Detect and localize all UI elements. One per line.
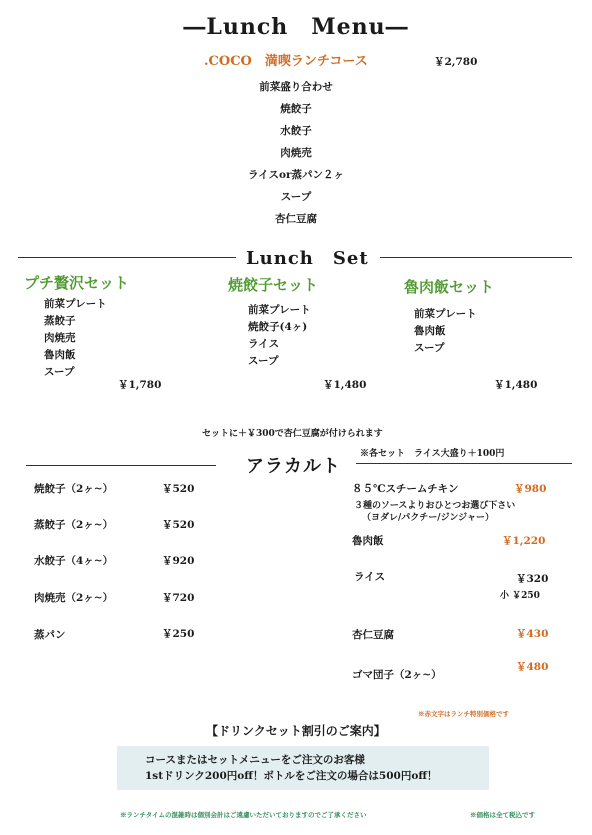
drink-banner xyxy=(117,746,489,790)
divider xyxy=(26,465,216,466)
alacarte-item-price: ￥520 xyxy=(162,519,195,531)
drink-title: 【ドリンクセット割引のご案内】 xyxy=(206,724,386,738)
alacarte-item-name: 焼餃子（2ヶ~） xyxy=(34,483,114,495)
alacarte-item-price: ￥250 xyxy=(162,628,195,640)
set-item: ライス xyxy=(248,338,280,350)
set-item: 焼餃子(4ヶ) xyxy=(248,321,308,333)
tofu-addon-note: セットに＋￥300で杏仁豆腐が付けられます xyxy=(202,429,383,439)
rice-price: ￥320 xyxy=(516,573,549,585)
drink-line-2: 1stドリンク200円off！ボトルをご注文の場合は500円off！ xyxy=(145,770,438,782)
course-item: スープ xyxy=(280,191,312,203)
course-item: 焼餃子 xyxy=(280,103,312,115)
drink-line-1: コースまたはセットメニューをご注文のお客様 xyxy=(145,754,365,766)
set-price-petit: ￥1,780 xyxy=(118,379,162,391)
rice-name: ライス xyxy=(354,571,386,583)
alacarte-item-name: 水餃子（4ヶ~） xyxy=(34,555,114,567)
course-item: ライスor蒸パン２ヶ xyxy=(247,169,345,181)
tofu-name: 杏仁豆腐 xyxy=(352,629,394,641)
set-item: スープ xyxy=(44,366,75,378)
set-item: 前菜プレート xyxy=(248,304,311,316)
lurou-name: 魯肉飯 xyxy=(352,535,384,547)
set-items-petit xyxy=(44,296,107,381)
course-item: 杏仁豆腐 xyxy=(275,213,317,225)
set-item: スープ xyxy=(414,342,445,354)
sesame-name: ゴマ団子（2ヶ~） xyxy=(352,669,442,681)
red-price-note: ※赤文字はランチ特別価格です xyxy=(418,710,509,718)
lunch-set-title: Lunch Set xyxy=(246,248,369,269)
chicken-name: ８５℃スチームチキン xyxy=(352,483,459,495)
sesame-price: ￥480 xyxy=(516,661,549,673)
divider xyxy=(356,463,572,464)
lurou-price: ￥1,220 xyxy=(502,535,546,547)
tofu-price: ￥430 xyxy=(516,628,549,640)
course-price: ￥2,780 xyxy=(434,56,478,68)
divider xyxy=(18,257,236,258)
course-items xyxy=(0,76,592,230)
set-item: 魯肉飯 xyxy=(414,325,446,337)
alacarte-item-name: 蒸パン xyxy=(34,629,66,641)
set-items-lurou xyxy=(414,306,477,357)
set-item: スープ xyxy=(248,355,279,367)
alacarte-item-price: ￥520 xyxy=(162,483,195,495)
set-item: 蒸餃子 xyxy=(44,315,76,327)
set-price-gyoza: ￥1,480 xyxy=(323,379,367,391)
set-items-gyoza xyxy=(248,302,311,370)
course-item: 前菜盛り合わせ xyxy=(259,81,333,93)
set-name-petit: プチ贅沢セット xyxy=(24,274,130,292)
alacarte-item-name: 肉焼売（2ヶ~） xyxy=(34,592,114,604)
set-item: 魯肉飯 xyxy=(44,349,76,361)
course-item: 肉焼売 xyxy=(280,147,312,159)
alacarte-item-name: 蒸餃子（2ヶ~） xyxy=(34,519,114,531)
divider xyxy=(380,257,572,258)
set-item: 前菜プレート xyxy=(414,308,477,320)
set-name-lurou: 魯肉飯セット xyxy=(404,278,495,296)
footer-note-left: ※ランチタイムの混雑時は個別会計はご遠慮いただいておりますのでご了承ください xyxy=(120,811,367,819)
rice-small-price: 小 ￥250 xyxy=(500,591,540,601)
chicken-price: ￥980 xyxy=(514,483,547,495)
footer-note-right: ※価格は全て税込です xyxy=(470,811,535,819)
set-item: 肉焼売 xyxy=(44,332,76,344)
alacarte-item-price: ￥720 xyxy=(162,592,195,604)
alacarte-item-price: ￥920 xyxy=(162,555,195,567)
set-price-lurou: ￥1,480 xyxy=(494,379,538,391)
chicken-desc: ３種のソースよりおひとつお選び下さい xyxy=(354,501,516,511)
chicken-sauces: （ヨダレ/パクチー/ジンジャー） xyxy=(362,513,494,523)
course-item: 水餃子 xyxy=(280,125,312,137)
course-name: .COCO 満喫ランチコース xyxy=(204,54,368,69)
rice-large-note: ※各セット ライス大盛り＋100円 xyxy=(360,449,505,459)
menu-title: ―Lunch Menu― xyxy=(183,14,409,40)
alacarte-title: アラカルト xyxy=(246,456,341,477)
set-item: 前菜プレート xyxy=(44,298,107,310)
set-name-gyoza: 焼餃子セット xyxy=(228,276,319,294)
